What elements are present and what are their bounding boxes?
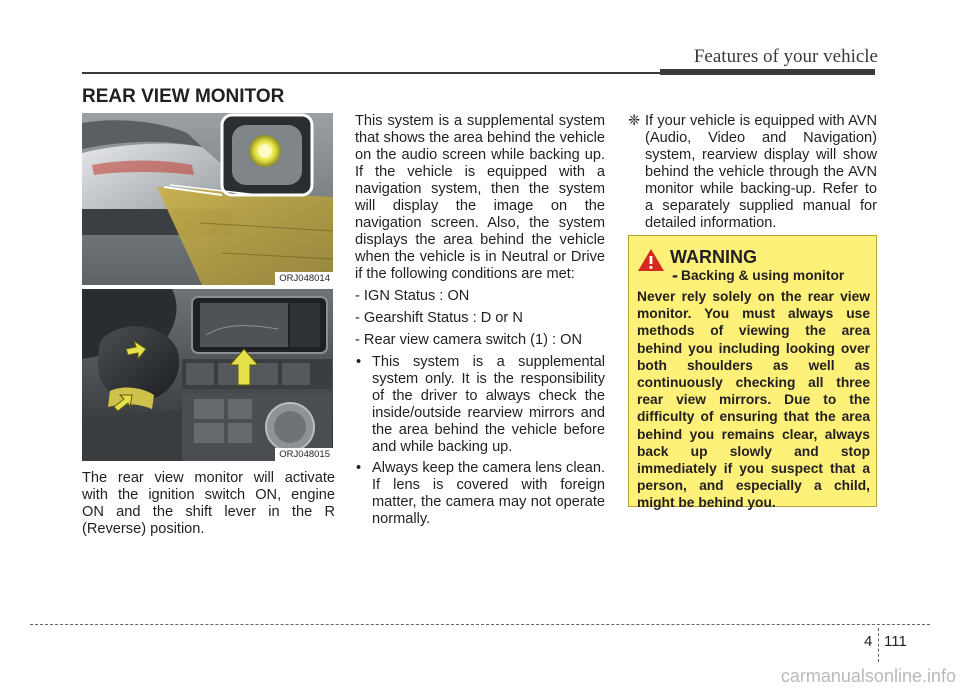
warning-title: WARNING: [670, 247, 757, 267]
intro-paragraph: [82, 470, 335, 538]
rear-camera-illustration: [82, 113, 333, 285]
avn-note: [628, 113, 877, 232]
page-number: 111: [884, 633, 907, 650]
header-rule-accent: [660, 69, 875, 75]
condition-item: - Rear view camera switch (1) : ON: [355, 332, 583, 348]
warning-triangle-icon: [637, 248, 665, 272]
bullet-symbol: •: [356, 354, 362, 370]
figure-console-switch: [82, 289, 333, 461]
condition-item: - IGN Status : ON: [355, 288, 470, 304]
note-mark: ❈: [628, 113, 641, 129]
bullet-item: [355, 460, 605, 528]
bullet-text: This system is a supplemental system only. It is the responsibility of the driver to always check the inside/outside rearview mirrors and the area behind the vehicle before and while backing up.: [372, 354, 605, 455]
watermark: carmanualsonline.info: [780, 666, 956, 686]
chapter-number: 4: [864, 633, 873, 650]
intro-line: ON and the shift lever in the R: [82, 504, 335, 520]
intro-line: with the ignition switch ON, engine: [82, 487, 335, 503]
bullet-text: Always keep the camera lens clean. If lens is covered with foreign matter, the camera may not operate normally.: [372, 460, 605, 527]
section-title: REAR VIEW MONITOR: [82, 86, 285, 107]
footer-divider: [878, 628, 879, 662]
figure-rear-camera: [82, 113, 333, 285]
warning-subtitle-text: Backing & using monitor: [681, 268, 845, 283]
running-header: Features of your vehicle: [693, 46, 878, 67]
note-text: If your vehicle is equipped with AVN (Audio, Video and Navigation) system, rearview display will show behind the vehicle through the AVN monitor while backing-up. Refer to a separately supplied manual for detailed information.: [645, 113, 877, 231]
warning-subtitle: [672, 264, 844, 285]
condition-item: - Gearshift Status : D or N: [355, 310, 523, 326]
warning-body: Never rely solely on the rear view monitor. You must always use methods of viewing the area behind you including looking over both shoulders as well as continuously checking all three rear view mirrors. Due to the difficulty of ensuring that the area behind you remains clear, always back up slowly and stop immediately if you suspect that a person, and especially a child, might be behind you.: [637, 289, 870, 511]
system-intro: This system is a supplemental system that shows the area behind the vehicle on the audio screen while backing up. If the vehicle is equipped with a navigation system, then the system will display the image on the navigation screen. Also, the system displays the area behind the vehicle when the vehicle is in Neutral or Drive if the following conditions are met:: [355, 113, 605, 282]
intro-line: (Reverse) position.: [82, 521, 205, 537]
system-description: [355, 113, 605, 528]
console-switch-illustration: [82, 289, 333, 461]
warning-box: [628, 235, 877, 511]
bullet-item: [355, 354, 605, 456]
bullet-symbol: •: [356, 460, 362, 476]
figure-caption: ORJ048014: [275, 272, 333, 285]
figure-caption: ORJ048015: [275, 448, 333, 461]
intro-line: The rear view monitor will activate: [82, 470, 335, 486]
footer-rule: [30, 624, 930, 625]
warning-dash: -: [672, 265, 678, 285]
